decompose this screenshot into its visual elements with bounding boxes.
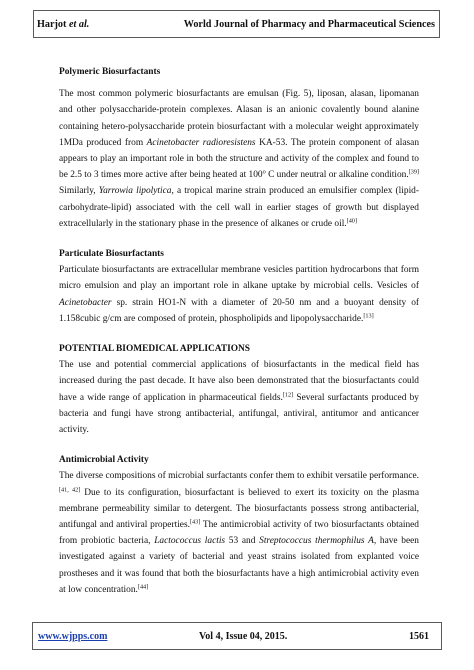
section-heading-antimicrobial: Antimicrobial Activity bbox=[59, 455, 149, 466]
species-name: Streptococcus thermophilus A, bbox=[259, 536, 377, 547]
text-run: , a tropical marine strain produced an emulsifier complex (lipid-carbohydrate-lipid) associated with the cell wall in earlier stages of growth but displayed extracellularly in the stationary phase in the presence of alkanes or crude oil. bbox=[59, 186, 419, 229]
text-run: C under neutral or alkaline condition. bbox=[265, 170, 409, 181]
volume-issue: Vol 4, Issue 04, 2015. bbox=[199, 631, 288, 642]
text-run: Particulate biosurfactants are extracellular membrane vesicles partition hydrocarbons that form micro emulsion and play an important role in alkane uptake by microbial cells. Vesicles of bbox=[59, 265, 419, 292]
text-run: Due to its configuration, biosurfactant is believed to exert its toxicity on the plasma membrane permeability similar to detergent. The biosurfactants possess strong antibacterial, antifungal and antiviral properties. bbox=[59, 487, 419, 531]
section-heading-polymeric: Polymeric Biosurfactants bbox=[59, 67, 161, 77]
header-journal-title: World Journal of Pharmacy and Pharmaceutical Sciences bbox=[183, 19, 435, 30]
text-run: The diverse compositions of microbial surfactants confer them to exhibit versatile performance. bbox=[59, 471, 419, 482]
header-author bbox=[37, 19, 89, 30]
citation-ref: [44] bbox=[137, 583, 149, 591]
citation-ref: [13] bbox=[363, 312, 374, 320]
species-name: Acinetobacter bbox=[59, 297, 112, 308]
citation-ref: [39] bbox=[408, 168, 419, 176]
text-run: The use and potential commercial applications of biosurfactants in the medical field has increased during the past decade. It have also been demonstrated that the biosurfactants could have a wide range of application in pharmaceutical fields. bbox=[59, 360, 419, 403]
header-et-al: et al. bbox=[68, 19, 90, 30]
running-header bbox=[33, 10, 440, 38]
citation-ref: [12] bbox=[282, 391, 294, 399]
journal-website-link[interactable]: www.wjpps.com bbox=[38, 631, 108, 642]
section-heading-biomedical: POTENTIAL BIOMEDICAL APPLICATIONS bbox=[59, 344, 251, 355]
text-run: Several surfactants produced by bacteria and fungi have strong antibacterial, antifungal, antiviral, antitumor and anticancer activity. bbox=[59, 392, 419, 436]
citation-ref: [41, 42] bbox=[59, 486, 81, 494]
page-number: 1561 bbox=[409, 631, 429, 642]
species-name: Lactococcus lactis bbox=[154, 536, 226, 547]
text-run: sp. strain HO1-N with a diameter of 20-50 nm and a buoyant density of 1.158cubic g/cm are composed of protein, phospholipids and lipopolysaccharide. bbox=[59, 297, 419, 324]
citation-ref: [40] bbox=[346, 217, 357, 225]
citation-ref: [43] bbox=[189, 518, 201, 526]
text-run: 53 and bbox=[225, 536, 260, 547]
paragraph-antimicrobial bbox=[59, 468, 419, 598]
text-run: have been investigated against a variety of bacterial and yeast strains isolated from explanted voice prostheses and it was found that both the biosurfactants have a high antimicrobial activity even at low concentration. bbox=[59, 536, 419, 595]
degree-superscript: o bbox=[262, 168, 266, 176]
paragraph-particulate bbox=[59, 262, 419, 327]
running-footer bbox=[32, 622, 442, 650]
species-name: Yarrowia lipolytica bbox=[98, 186, 172, 197]
text-run: The most common polymeric biosurfactants are emulsan (Fig. 5), liposan, alasan, lipomanan and other polysaccharide-protein complexes. Alasan is an anionic covalently bound alanine containing hetero-polysaccharide protein biosurfactant with a molecular weight approximately 1MDa produced from bbox=[59, 89, 419, 148]
paragraph-polymeric bbox=[59, 86, 419, 232]
species-name: Acinetobacter radioresistens bbox=[146, 137, 256, 148]
text-run: Similarly, bbox=[59, 186, 99, 197]
section-heading-particulate: Particulate Biosurfactants bbox=[59, 249, 164, 260]
article-body bbox=[59, 64, 419, 598]
header-author-name: Harjot bbox=[37, 19, 67, 30]
text-run: The antimicrobial activity of two biosurfactants obtained from probiotic bacteria, bbox=[59, 520, 419, 547]
text-run: KA-53. The protein component of alasan appears to play an important role in both the structure and activity of the complex and found to be 2.5 to 3 times more active after being heated at 100 bbox=[59, 137, 420, 181]
paragraph-biomedical bbox=[59, 357, 419, 438]
